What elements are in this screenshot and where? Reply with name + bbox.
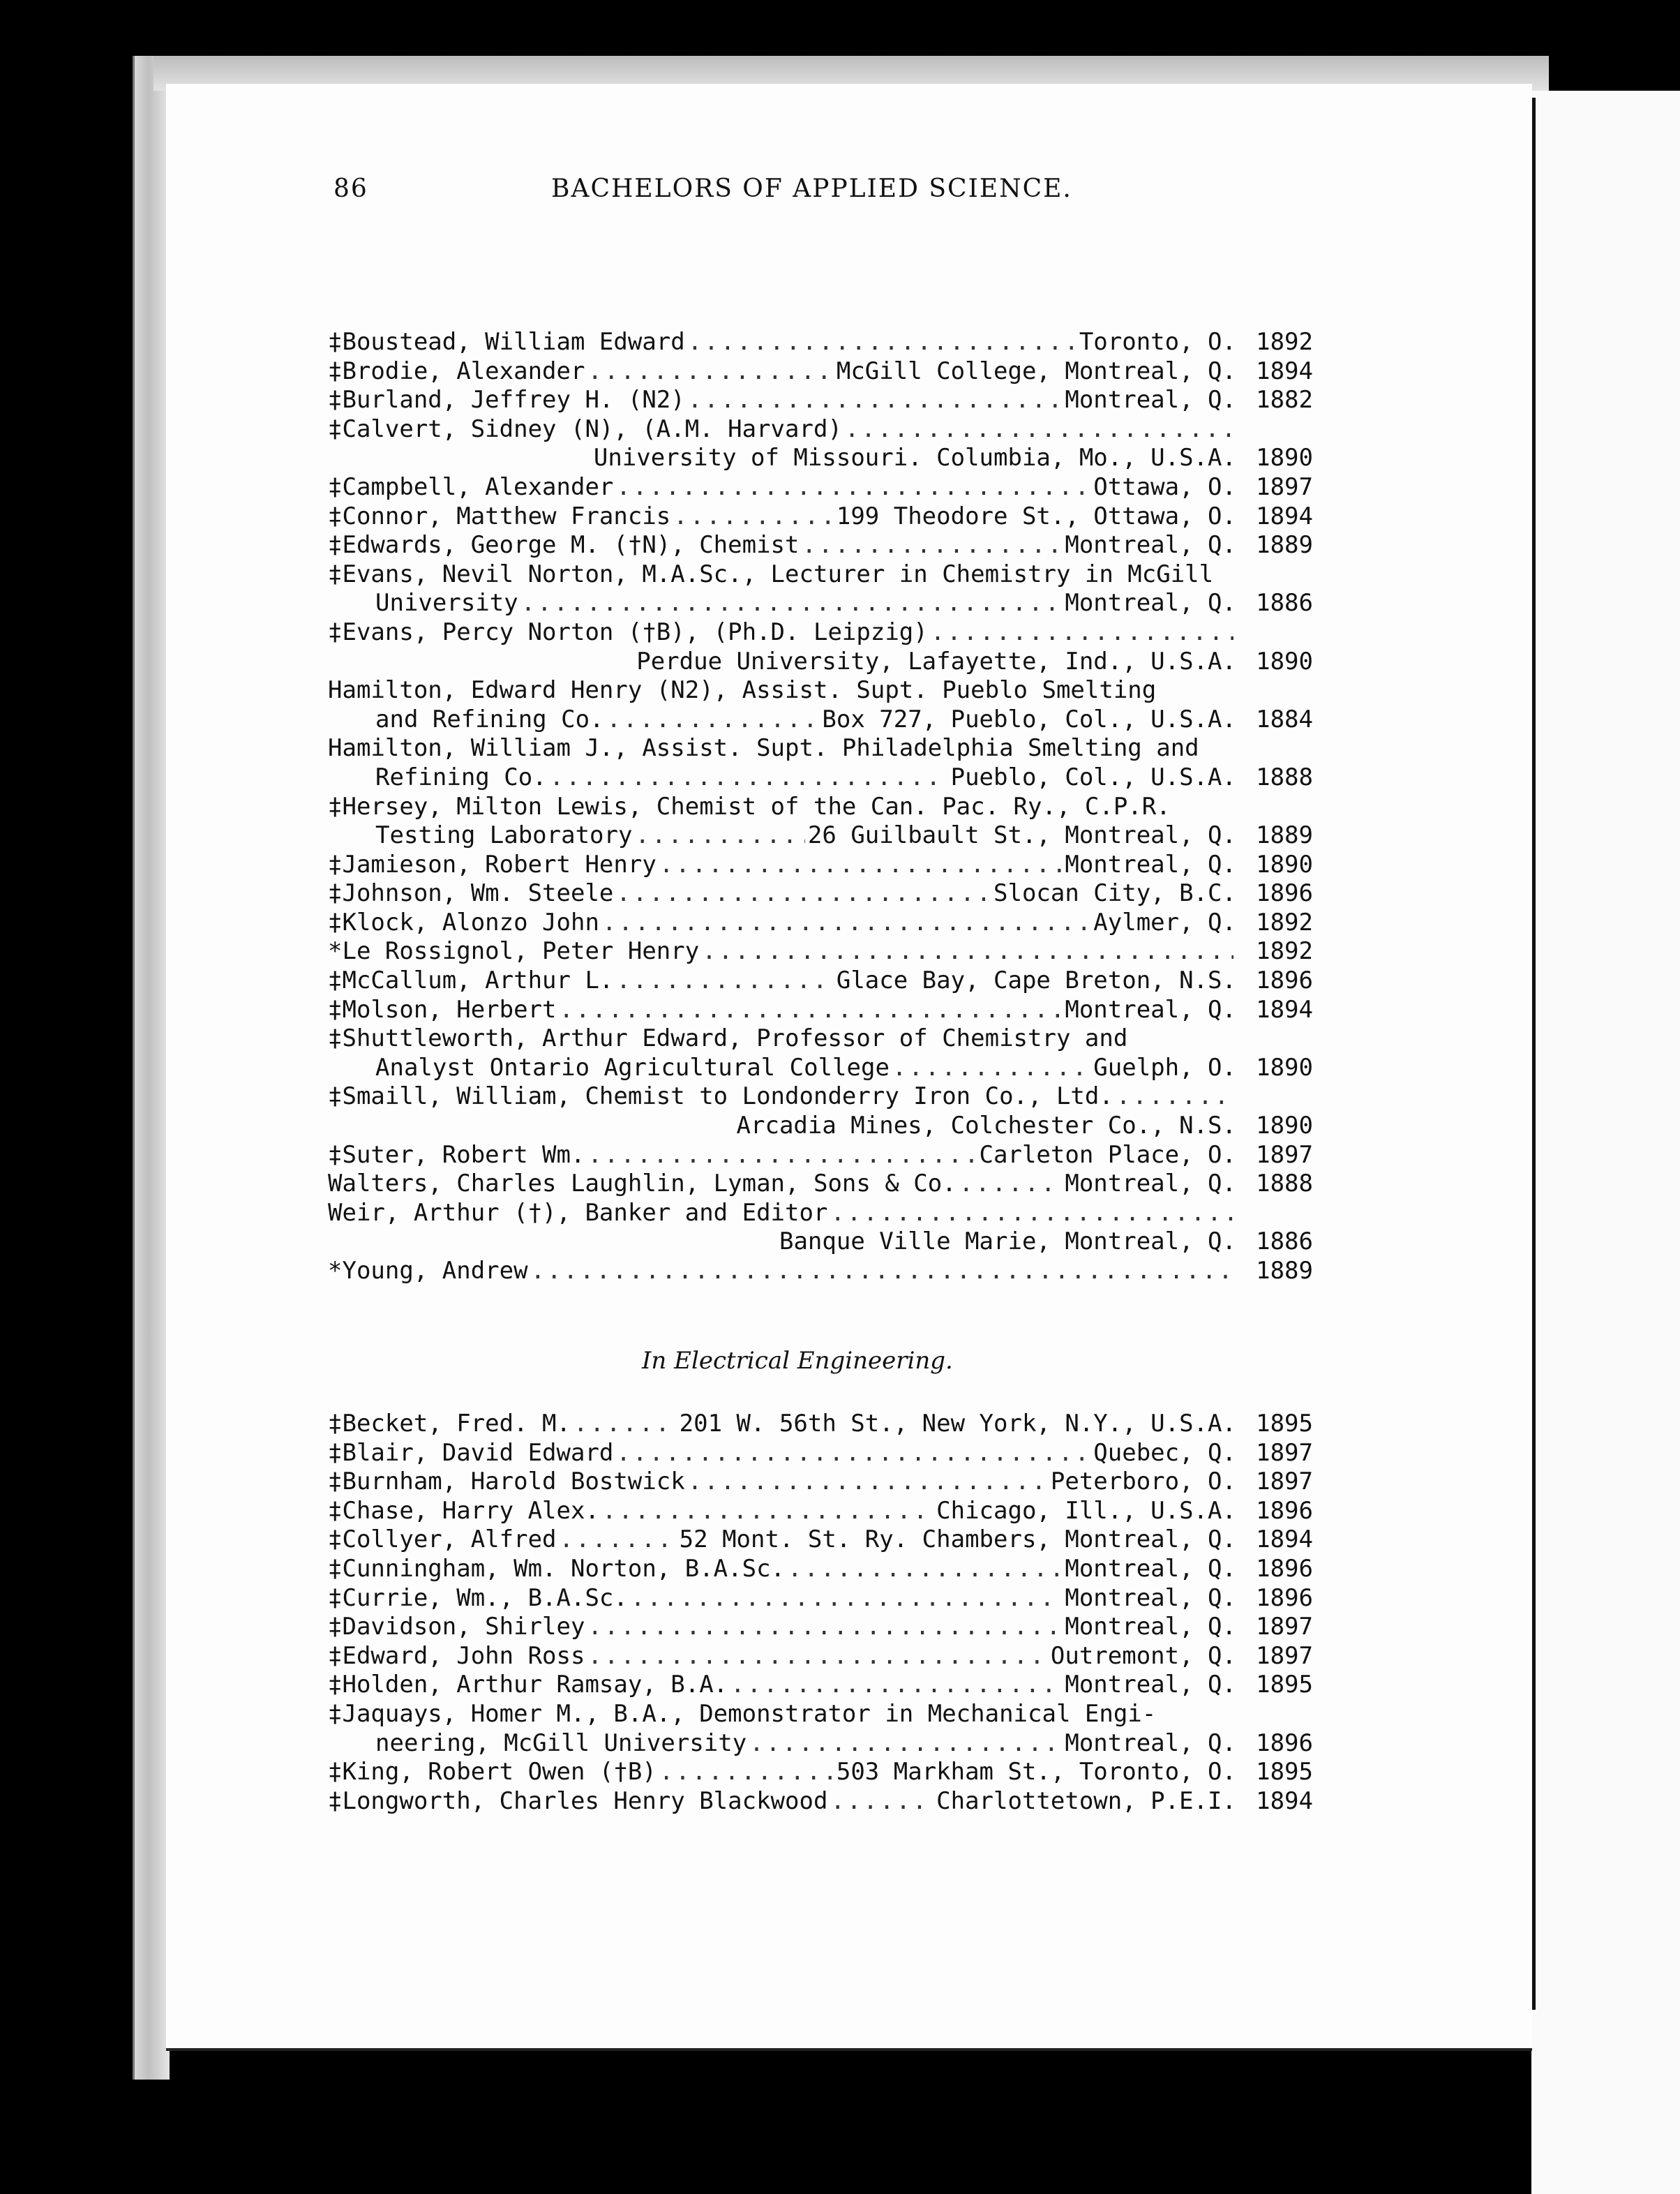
leader-dots (587, 1141, 976, 1169)
list-item (328, 1141, 1313, 1170)
entry-name: ‡Campbell, Alexander (328, 472, 614, 501)
entry-line (328, 1199, 1313, 1228)
entry-continuation: Refining Co. (375, 763, 547, 791)
entry-name: ‡Edward, John Ross (328, 1641, 585, 1670)
entry-name: ‡Davidson, Shirley (328, 1613, 585, 1641)
entry-year: 1886 (1256, 589, 1313, 618)
entry-line (328, 1227, 1313, 1257)
entry-name: ‡McCallum, Arthur L. (328, 967, 614, 995)
leader-dots (659, 851, 1063, 879)
entry-year: 1894 (1256, 502, 1313, 530)
entry-name: ‡Jamieson, Robert Henry (328, 850, 657, 879)
list-item (328, 1468, 1313, 1497)
list-item (328, 996, 1313, 1025)
entry-line (328, 648, 1313, 677)
entry-year: 1890 (1256, 1112, 1313, 1140)
leader-dots (635, 821, 804, 849)
entry-name: ‡Suter, Robert Wm. (328, 1140, 585, 1169)
entry-year: 1890 (1256, 1053, 1313, 1082)
entry-line (328, 1584, 1313, 1613)
leader-dots (531, 1257, 1233, 1285)
entry-location: Montreal, Q. (1065, 850, 1236, 879)
entry-continuation: Testing Laboratory (375, 821, 633, 850)
entry-location: Carleton Place, O. (979, 1140, 1236, 1169)
leader-dots (521, 589, 1063, 617)
list-item (328, 1257, 1313, 1286)
leader-dots (845, 415, 1233, 443)
entry-year: 1889 (1256, 821, 1313, 850)
entry-year: 1892 (1256, 937, 1313, 966)
leader-dots (730, 1671, 1062, 1699)
entry-location: Montreal, Q. (1065, 995, 1236, 1024)
list-item (328, 1671, 1313, 1700)
entry-location: Montreal, Q. (1065, 1613, 1236, 1641)
entry-line (328, 1082, 1313, 1112)
entry-line (328, 793, 1313, 822)
entry-line (328, 560, 1313, 590)
list-item (328, 357, 1313, 387)
entry-line (328, 386, 1313, 415)
entry-location: Arcadia Mines, Colchester Co., N.S. (736, 1112, 1236, 1140)
list-item (328, 531, 1313, 560)
entry-location: Chicago, Ill., U.S.A. (936, 1496, 1236, 1525)
entry-line (328, 1410, 1313, 1439)
entry-year: 1897 (1256, 1641, 1313, 1670)
entry-line (328, 706, 1313, 735)
entry-line (328, 676, 1313, 706)
entry-year: 1892 (1256, 908, 1313, 936)
entry-year: 1896 (1256, 1496, 1313, 1525)
leader-dots (659, 1758, 834, 1786)
entry-name: Weir, Arthur (†), Banker and Editor (328, 1198, 828, 1227)
entry-line (328, 1170, 1313, 1199)
entry-year: 1895 (1256, 1758, 1313, 1786)
list-item (328, 415, 1313, 473)
entry-year: 1894 (1256, 1786, 1313, 1815)
entry-line (328, 415, 1313, 445)
entry-name: ‡Longworth, Charles Henry Blackwood (328, 1786, 828, 1815)
entries-list-electrical (328, 1410, 1313, 1816)
entry-name: ‡Hersey, Milton Lewis, Chemist of the Can. Pac. Ry., C.P.R. (328, 792, 1171, 821)
entry-location: Slocan City, B.C. (993, 879, 1236, 908)
entry-line (328, 1787, 1313, 1816)
entry-location: 26 Guilbault St., Montreal, Q. (807, 821, 1236, 850)
entry-line (328, 1257, 1313, 1286)
entry-line (328, 967, 1313, 996)
entry-name: ‡Klock, Alonzo John (328, 908, 599, 936)
entry-location: Quebec, Q. (1093, 1438, 1236, 1467)
entry-line (328, 1700, 1313, 1729)
list-item (328, 1497, 1313, 1526)
entry-location: Montreal, Q. (1065, 1583, 1236, 1612)
list-item (328, 1758, 1313, 1787)
leader-dots (749, 1729, 1062, 1757)
entry-name: ‡Molson, Herbert (328, 995, 557, 1024)
entry-name: ‡Brodie, Alexander (328, 357, 585, 385)
entry-name: ‡Burland, Jeffrey H. (N2) (328, 386, 685, 415)
list-item (328, 473, 1313, 502)
entry-year: 1896 (1256, 1583, 1313, 1612)
leader-dots (550, 763, 948, 791)
entry-location: Perdue University, Lafayette, Ind., U.S.A. (636, 647, 1236, 676)
list-item (328, 1555, 1313, 1584)
list-item (328, 851, 1313, 880)
entry-line (328, 531, 1313, 560)
facing-page-edge (1531, 91, 1680, 2194)
entry-line (328, 1642, 1313, 1671)
entry-name: ‡Jaquays, Homer M., B.A., Demonstrator in Mechanical Engi- (328, 1699, 1157, 1728)
entry-year: 1894 (1256, 1525, 1313, 1554)
entry-name: ‡Blair, David Edward (328, 1438, 614, 1467)
entry-line (328, 1054, 1313, 1083)
leader-dots (702, 937, 1233, 965)
entry-location: Montreal, Q. (1065, 589, 1236, 618)
facing-page-fold (1532, 98, 1536, 2010)
leader-dots (560, 996, 1063, 1024)
list-item (328, 734, 1313, 792)
entry-line (328, 734, 1313, 763)
leader-dots (830, 1787, 933, 1815)
list-item (328, 560, 1313, 618)
entry-year: 1896 (1256, 1729, 1313, 1757)
leader-dots (830, 1199, 1233, 1227)
entry-location: Montreal, Q. (1065, 531, 1236, 560)
entry-year: 1897 (1256, 472, 1313, 501)
entry-continuation: and Refining Co. (375, 705, 604, 733)
list-item (328, 879, 1313, 909)
list-item (328, 502, 1313, 532)
entry-line (328, 357, 1313, 387)
entry-line (328, 1729, 1313, 1759)
entry-location: Aylmer, Q. (1093, 908, 1236, 936)
list-item (328, 618, 1313, 676)
entry-location: Box 727, Pueblo, Col., U.S.A. (822, 705, 1236, 733)
leader-dots (788, 1555, 1062, 1583)
leader-dots (631, 1584, 1062, 1612)
entry-line (328, 502, 1313, 532)
entry-location: Guelph, O. (1093, 1053, 1236, 1082)
leader-dots (959, 1170, 1063, 1197)
list-item (328, 967, 1313, 996)
section-heading-electrical: In Electrical Engineering. (642, 1347, 953, 1375)
entry-year: 1897 (1256, 1438, 1313, 1467)
entry-location: Montreal, Q. (1065, 1170, 1236, 1198)
entry-line (328, 879, 1313, 909)
entry-name: Hamilton, Edward Henry (N2), Assist. Supt. Pueblo Smelting (328, 676, 1157, 705)
entry-name: ‡Cunningham, Wm. Norton, B.A.Sc. (328, 1554, 786, 1583)
leader-dots (688, 386, 1063, 414)
entry-year: 1889 (1256, 531, 1313, 560)
entry-location: Banque Ville Marie, Montreal, Q. (779, 1227, 1236, 1256)
entry-line (328, 1468, 1313, 1497)
leader-dots (616, 473, 1090, 501)
entry-year: 1890 (1256, 444, 1313, 472)
page-title: BACHELORS OF APPLIED SCIENCE. (551, 174, 1072, 203)
leader-dots (802, 531, 1063, 559)
list-item (328, 793, 1313, 851)
list-item (328, 1584, 1313, 1613)
leader-dots (587, 357, 833, 385)
entry-line (328, 1439, 1313, 1468)
entry-line (328, 589, 1313, 618)
entry-line (328, 937, 1313, 967)
entry-year: 1894 (1256, 995, 1313, 1024)
entry-location: Pueblo, Col., U.S.A. (950, 763, 1236, 791)
entry-line (328, 1758, 1313, 1787)
entry-name: *Le Rossignol, Peter Henry (328, 937, 700, 966)
entry-line (328, 328, 1313, 357)
entry-name: ‡Connor, Matthew Francis (328, 502, 671, 530)
entry-line (328, 851, 1313, 880)
entry-line (328, 1112, 1313, 1141)
entry-location: Montreal, Q. (1065, 1729, 1236, 1757)
leader-dots (892, 1054, 1090, 1082)
list-item (328, 1700, 1313, 1758)
entry-year: 1892 (1256, 328, 1313, 356)
leader-dots (607, 706, 820, 733)
entry-location: Ottawa, O. (1093, 472, 1236, 501)
entry-location: McGill College, Montreal, Q. (836, 357, 1236, 385)
entry-name: ‡Burnham, Harold Bostwick (328, 1468, 685, 1496)
entry-name: ‡Collyer, Alfred (328, 1525, 557, 1554)
entry-location: University of Missouri. Columbia, Mo., U.S.A. (593, 444, 1236, 472)
entry-line (328, 1024, 1313, 1054)
entry-name: ‡Shuttleworth, Arthur Edward, Professor of Chemistry and (328, 1024, 1128, 1053)
entry-year: 1895 (1256, 1671, 1313, 1699)
leader-dots (602, 909, 1090, 936)
entry-line (328, 1613, 1313, 1642)
entry-continuation: University (375, 589, 518, 618)
list-item (328, 676, 1313, 734)
entry-location: 503 Markham St., Toronto, O. (836, 1758, 1236, 1786)
page-number: 86 (333, 174, 368, 203)
entry-name: *Young, Andrew (328, 1257, 528, 1285)
entry-line (328, 473, 1313, 502)
entry-name: Hamilton, William J., Assist. Supt. Philadelphia Smelting and (328, 734, 1199, 763)
entry-line (328, 444, 1313, 473)
entry-year: 1888 (1256, 1170, 1313, 1198)
leader-dots (616, 879, 991, 907)
entry-year: 1884 (1256, 705, 1313, 733)
entry-year: 1897 (1256, 1140, 1313, 1169)
entry-name: ‡Evans, Percy Norton (†B), (Ph.D. Leipzig) (328, 618, 928, 646)
entry-year: 1889 (1256, 1257, 1313, 1285)
list-item (328, 937, 1313, 967)
entry-year: 1896 (1256, 1554, 1313, 1583)
leader-dots (602, 1497, 933, 1525)
entry-year: 1896 (1256, 967, 1313, 995)
leader-dots (616, 967, 833, 994)
list-item (328, 1613, 1313, 1642)
entry-name: ‡Holden, Arthur Ramsay, B.A. (328, 1671, 728, 1699)
entry-name: ‡Calvert, Sidney (N), (A.M. Harvard) (328, 415, 842, 443)
entry-line (328, 618, 1313, 648)
entry-location: Peterboro, O. (1050, 1468, 1236, 1496)
entry-continuation: Analyst Ontario Agricultural College (375, 1053, 890, 1082)
list-item (328, 1642, 1313, 1671)
entry-line (328, 1525, 1313, 1555)
entry-line (328, 1671, 1313, 1700)
list-item (328, 1082, 1313, 1140)
entry-line (328, 1141, 1313, 1170)
entry-year: 1890 (1256, 850, 1313, 879)
entry-continuation: neering, McGill University (375, 1729, 747, 1757)
entry-name: ‡Edwards, George M. (†N), Chemist (328, 531, 800, 560)
entry-year: 1888 (1256, 763, 1313, 791)
entry-name: ‡Becket, Fred. M. (328, 1410, 571, 1438)
leader-dots (931, 618, 1233, 646)
entry-year: 1894 (1256, 357, 1313, 385)
entry-year: 1896 (1256, 879, 1313, 908)
entry-name: ‡Boustead, William Edward (328, 328, 685, 356)
entry-location: Outremont, Q. (1050, 1641, 1236, 1670)
entry-name: ‡Currie, Wm., B.A.Sc. (328, 1583, 628, 1612)
entry-name: ‡King, Robert Owen (†B) (328, 1758, 657, 1786)
list-item (328, 386, 1313, 415)
entry-name: ‡Smaill, William, Chemist to Londonderry Iron Co., Ltd. (328, 1082, 1113, 1111)
leader-dots (560, 1525, 677, 1553)
list-item (328, 1199, 1313, 1257)
entry-location: Glace Bay, Cape Breton, N.S. (836, 967, 1236, 995)
leader-dots (587, 1613, 1062, 1641)
leader-dots (688, 1468, 1048, 1495)
entry-line (328, 1497, 1313, 1526)
entry-year: 1890 (1256, 647, 1313, 676)
list-item (328, 1439, 1313, 1468)
entry-location: Toronto, O. (1079, 328, 1236, 356)
entry-year: 1897 (1256, 1613, 1313, 1641)
entry-location: 201 W. 56th St., New York, N.Y., U.S.A. (679, 1410, 1236, 1438)
list-item (328, 1170, 1313, 1199)
list-item (328, 1525, 1313, 1555)
book-spine-edge (133, 56, 170, 2080)
entry-location: Montreal, Q. (1065, 1554, 1236, 1583)
leader-dots (673, 502, 834, 530)
list-item (328, 1024, 1313, 1082)
entry-name: Walters, Charles Laughlin, Lyman, Sons & Co. (328, 1170, 957, 1198)
entry-line (328, 821, 1313, 851)
leader-dots (1116, 1082, 1233, 1110)
entry-location: Charlottetown, P.E.I. (936, 1786, 1236, 1815)
entry-location: Montreal, Q. (1065, 386, 1236, 415)
leader-dots (573, 1410, 677, 1438)
entry-year: 1895 (1256, 1410, 1313, 1438)
list-item (328, 328, 1313, 357)
entry-name: ‡Evans, Nevil Norton, M.A.Sc., Lecturer in Chemistry in McGill (328, 560, 1214, 588)
entry-line (328, 763, 1313, 793)
entry-name: ‡Johnson, Wm. Steele (328, 879, 614, 908)
leader-dots (688, 328, 1077, 356)
entry-name: ‡Chase, Harry Alex. (328, 1496, 599, 1525)
entry-year: 1897 (1256, 1468, 1313, 1496)
entry-location: 199 Theodore St., Ottawa, O. (836, 502, 1236, 530)
entry-location: Montreal, Q. (1065, 1671, 1236, 1699)
entry-location: 52 Mont. St. Ry. Chambers, Montreal, Q. (679, 1525, 1236, 1554)
entry-year: 1882 (1256, 386, 1313, 415)
list-item (328, 1787, 1313, 1816)
entry-year: 1886 (1256, 1227, 1313, 1256)
list-item (328, 909, 1313, 938)
entries-list-chemistry (328, 328, 1313, 1286)
entry-line (328, 909, 1313, 938)
entry-line (328, 996, 1313, 1025)
leader-dots (587, 1642, 1047, 1670)
list-item (328, 1410, 1313, 1439)
leader-dots (616, 1439, 1090, 1467)
entry-line (328, 1555, 1313, 1584)
